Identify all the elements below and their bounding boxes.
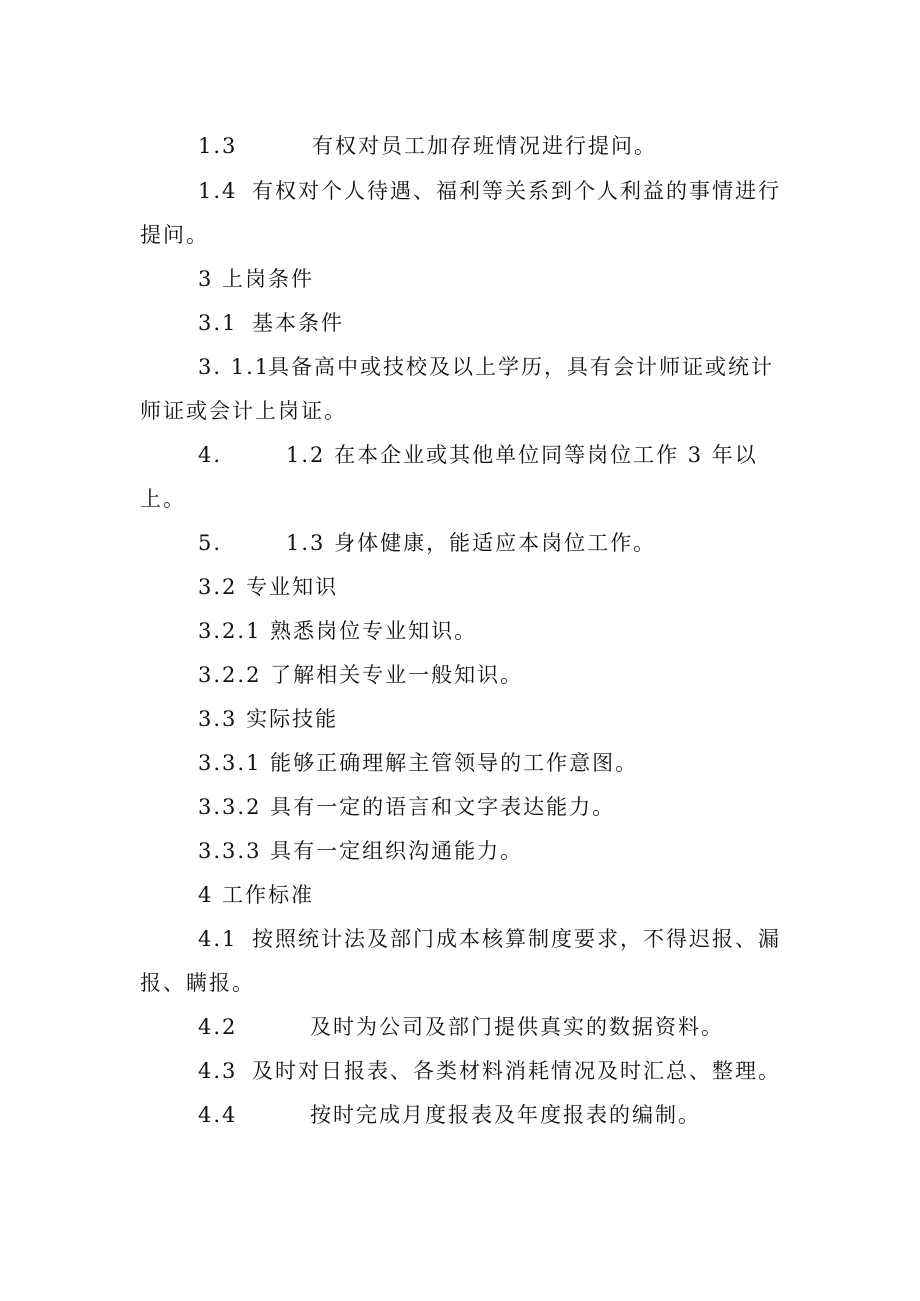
item-number: 3. 1.1	[198, 355, 271, 379]
paragraph-continuation	[140, 486, 186, 512]
subsection-heading-3-2	[198, 574, 338, 600]
item-text: 及时为公司及部门提供真实的数据资料。	[310, 1015, 724, 1039]
item-text: 有权对员工加存班情况进行提问。	[312, 134, 657, 158]
item-text: 3.3.2 具有一定的语言和文字表达能力。	[198, 795, 616, 819]
paragraph-4-4	[198, 1102, 701, 1128]
paragraph-3-3-3	[198, 838, 523, 864]
subsection-heading-3-3	[198, 706, 338, 732]
heading-text: 3 上岗条件	[198, 267, 315, 291]
paragraph-4-3	[198, 1058, 781, 1084]
paragraph-3-3-2	[198, 794, 615, 820]
paragraph-3-3-1	[198, 750, 638, 776]
paragraph-continuation	[140, 398, 347, 424]
item-text: 1.2 在本企业或其他单位同等岗位工作 3 年以	[286, 443, 758, 467]
paragraph-1-3-health	[198, 530, 656, 556]
paragraph-continuation	[140, 222, 209, 248]
heading-text: 4 工作标准	[198, 883, 315, 907]
item-text: 按时完成月度报表及年度报表的编制。	[310, 1103, 701, 1127]
item-number: 4.1	[198, 927, 238, 951]
item-number: 1.3	[198, 134, 238, 158]
item-text: 提问。	[140, 223, 209, 247]
item-number: 4.	[198, 443, 223, 467]
item-text: 有权对个人待遇、福利等关系到个人利益的事情进行	[252, 179, 781, 203]
paragraph-1-2	[198, 442, 758, 468]
paragraph-4-1	[198, 926, 781, 952]
paragraph-3-2-1	[198, 618, 477, 644]
item-text: 3.2.2 了解相关专业一般知识。	[198, 663, 524, 687]
item-text: 3.3.1 能够正确理解主管领导的工作意图。	[198, 751, 639, 775]
item-number: 5.	[198, 531, 223, 555]
item-number: 4.3	[198, 1059, 238, 1083]
item-number: 4.2	[198, 1015, 238, 1039]
item-text: 1.3 身体健康，能适应本岗位工作。	[286, 531, 657, 555]
section-heading-4	[198, 882, 314, 908]
item-text: 3.3.3 具有一定组织沟通能力。	[198, 839, 524, 863]
section-heading-3	[198, 266, 314, 292]
heading-text: 3.3 实际技能	[198, 707, 339, 731]
subsection-heading-3-1	[198, 310, 344, 336]
item-text: 报、瞒报。	[140, 971, 255, 995]
item-text: 师证或会计上岗证。	[140, 399, 347, 423]
item-text: 上。	[140, 487, 186, 511]
paragraph-continuation	[140, 970, 255, 996]
item-text: 及时对日报表、各类材料消耗情况及时汇总、整理。	[252, 1059, 781, 1083]
paragraph-3-1-1	[198, 354, 774, 380]
item-number: 3.1	[198, 311, 238, 335]
item-text: 具备高中或技校及以上学历，具有会计师证或统计	[268, 355, 774, 379]
item-text: 3.2.1 熟悉岗位专业知识。	[198, 619, 478, 643]
item-number: 1.4	[198, 179, 238, 203]
paragraph-1-3	[198, 133, 657, 159]
item-text: 按照统计法及部门成本核算制度要求，不得迟报、漏	[252, 927, 781, 951]
heading-text: 3.2 专业知识	[198, 575, 339, 599]
item-number: 4.4	[198, 1103, 238, 1127]
paragraph-1-4	[198, 178, 781, 204]
paragraph-3-2-2	[198, 662, 523, 688]
heading-text: 基本条件	[252, 311, 344, 335]
paragraph-4-2	[198, 1014, 724, 1040]
